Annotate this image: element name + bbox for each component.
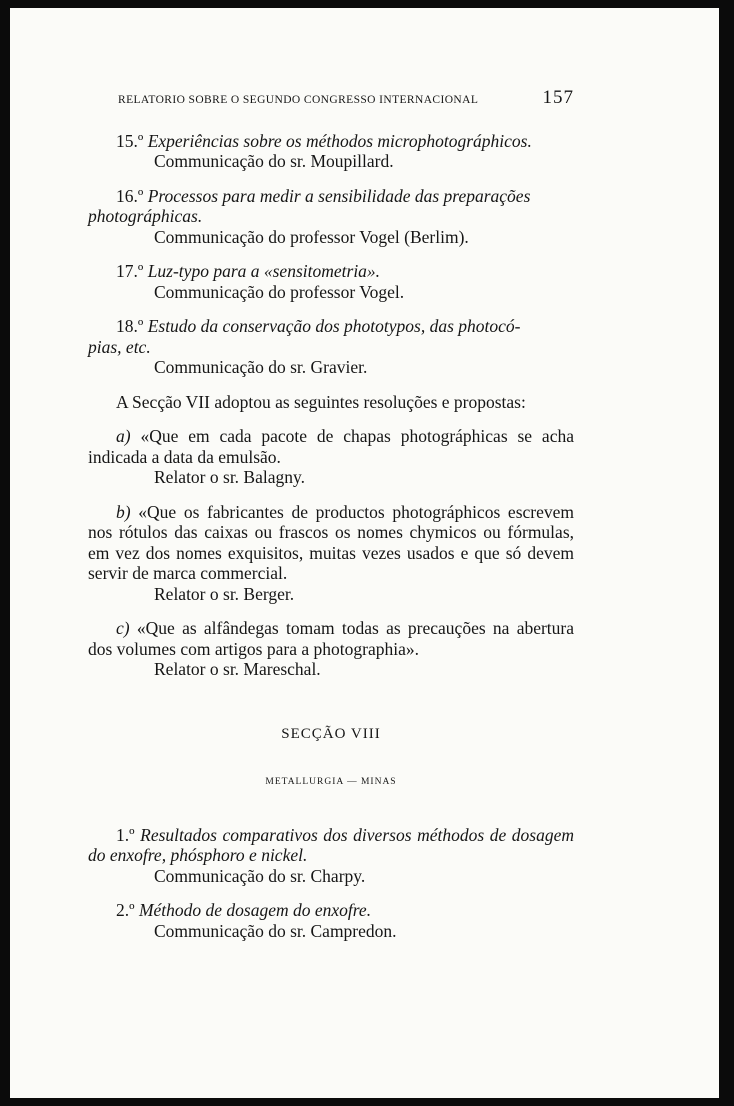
item-communication: Communicação do sr. Gravier. (154, 357, 368, 377)
communication-item (88, 131, 574, 172)
item-communication: Communicação do sr. Charpy. (154, 865, 366, 886)
item-number: 16.º (116, 185, 144, 206)
page-number: 157 (542, 87, 574, 108)
resolution-letter: c) (116, 618, 130, 638)
item-number: 1.º (116, 824, 135, 845)
resolutions-intro: A Secção VII adoptou as seguintes resoluções e propostas: (116, 391, 526, 412)
communication-item (88, 186, 574, 248)
item-title: Méthodo de dosagem do enxofre. (138, 900, 372, 920)
resolution-item (88, 618, 574, 680)
item-communication: Communicação do professor Vogel. (154, 281, 405, 302)
resolution-letter: a) (116, 426, 131, 446)
resolution-relator: Relator o sr. Mareschal. (154, 659, 321, 679)
item-title-continued: pias, etc. (88, 336, 151, 357)
communication-item (88, 900, 574, 941)
running-header (118, 88, 574, 111)
item-number: 2.º (116, 900, 135, 920)
book-page (10, 8, 719, 1098)
section-subheading: METALLURGIA — MINAS (265, 777, 397, 787)
item-number: 18.º (116, 316, 144, 336)
resolution-relator: Relator o sr. Berger. (154, 583, 295, 604)
item-title-continued: photográphicas. (88, 206, 203, 226)
resolution-text: «Que em cada pacote de chapas photográphicas se acha indicada a data da emulsão. (88, 426, 574, 467)
running-title: RELATORIO SOBRE O SEGUNDO CONGRESSO INTERNACIONAL (118, 94, 479, 106)
communication-item (88, 825, 574, 887)
item-number: 15.º (116, 130, 144, 151)
resolution-item (88, 426, 574, 488)
communication-item (88, 316, 574, 378)
resolution-text: «Que os fabricantes de productos photográphicos escrevem nos rótulos das caixas ou frascos os nomes chymicos ou fórmulas, em vez dos nomes exquisitos, muitas vezes usados e que só devem servir de marca commercial. (88, 501, 574, 583)
item-communication: Communicação do sr. Campredon. (154, 920, 397, 941)
item-title: Luz-typo para a «sensitometria». (147, 261, 381, 281)
item-title: Estudo da conservação dos phototypos, das photocó- (147, 316, 521, 336)
resolution-relator: Relator o sr. Balagny. (154, 467, 305, 487)
resolution-letter: b) (116, 501, 131, 522)
item-title: Experiências sobre os méthodos microphotográphicos. (147, 130, 532, 151)
item-communication: Communicação do sr. Moupillard. (154, 151, 394, 171)
item-number: 17.º (116, 261, 144, 281)
page-content (88, 88, 574, 955)
item-title: Resultados comparativos dos diversos méthodos de dosagem do enxofre, phósphoro e nickel. (88, 824, 574, 865)
section-heading: SECÇÃO VIII (281, 725, 381, 742)
item-title: Processos para medir a sensibilidade das preparações (147, 185, 531, 206)
item-communication: Communicação do professor Vogel (Berlim). (154, 226, 469, 247)
resolution-item (88, 502, 574, 605)
resolution-text: «Que as alfândegas tomam todas as precauções na abertura dos volumes com artigos para a photographia». (88, 618, 575, 659)
communication-item (88, 261, 574, 302)
